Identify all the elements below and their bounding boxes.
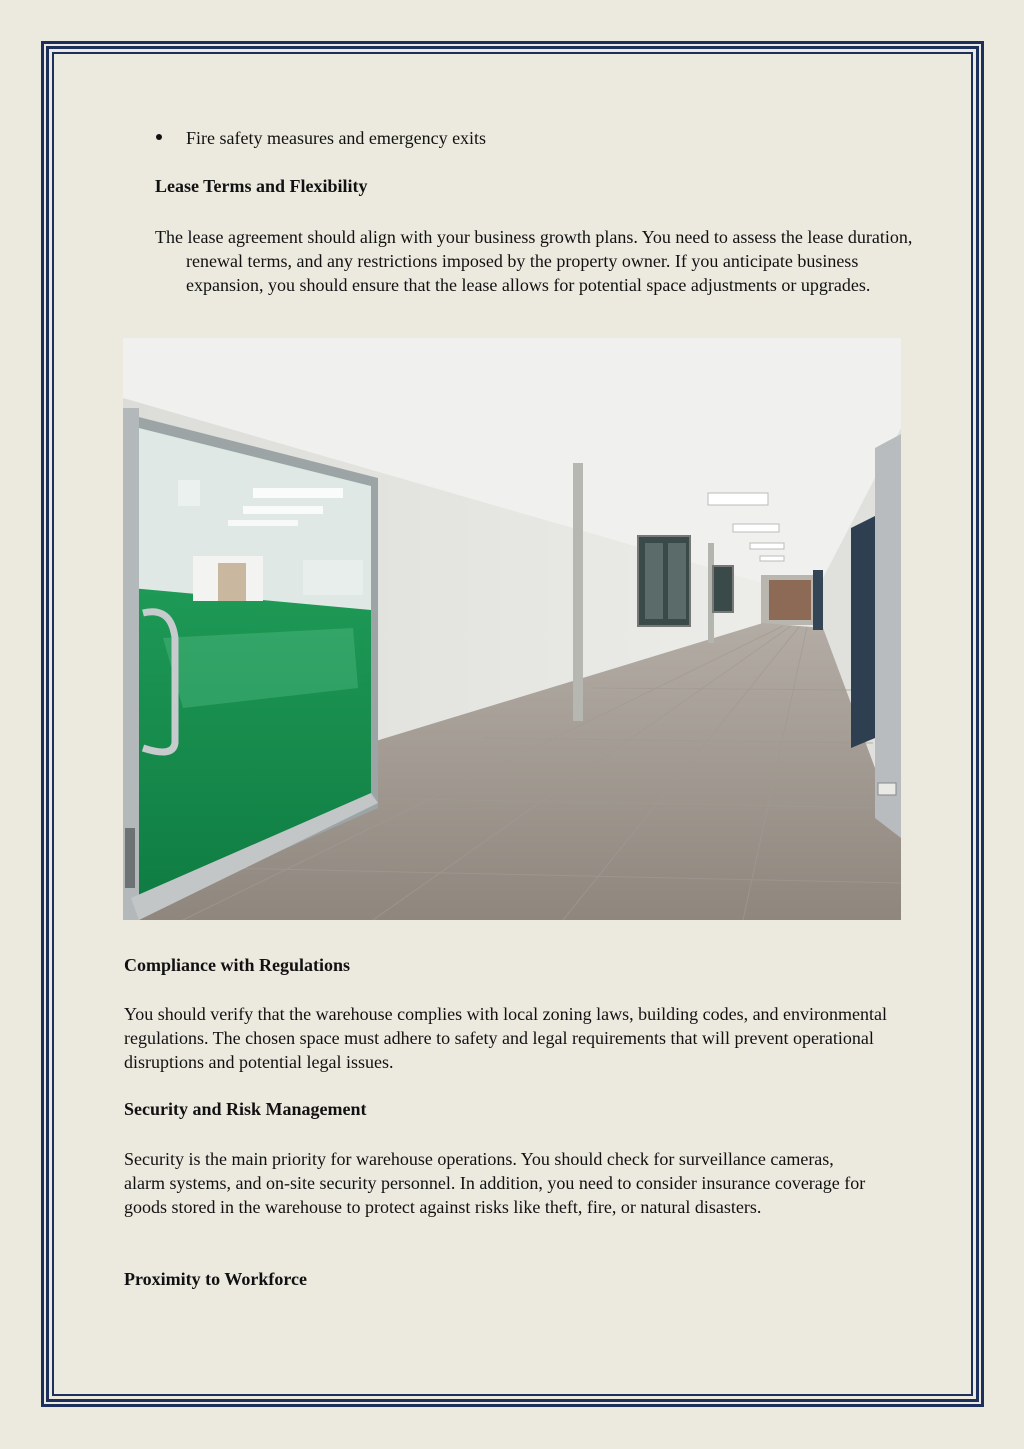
bullet-item-text: Fire safety measures and emergency exits bbox=[186, 128, 487, 148]
section-body-security: Security is the main priority for warehouse operations. You should check for surveillance cameras, alarm systems, and on-site security personnel. In addition, you need to consider insurance coverage for goods stored in the warehouse to protect against risks like theft, fire, or natural disasters. bbox=[124, 1149, 866, 1217]
section-heading-workforce: Proximity to Workforce bbox=[124, 1269, 307, 1289]
section-body-lease: The lease agreement should align with your business growth plans. You need to assess the lease duration, renewal terms, and any restrictions imposed by the property owner. If you anticipate business expansion, you should ensure that the lease allows for potential space adjustments or upgrades. bbox=[155, 227, 913, 295]
section-heading-lease: Lease Terms and Flexibility bbox=[155, 176, 368, 196]
section-heading-compliance: Compliance with Regulations bbox=[124, 955, 351, 975]
section-heading-security: Security and Risk Management bbox=[124, 1099, 367, 1119]
bullet-icon bbox=[156, 134, 162, 140]
warehouse-corridor-photo bbox=[123, 338, 901, 920]
section-body-compliance: You should verify that the warehouse complies with local zoning laws, building codes, and environmental regulations. The chosen space must adhere to safety and legal requirements that will prevent operational disruptions and potential legal issues. bbox=[124, 1004, 888, 1072]
